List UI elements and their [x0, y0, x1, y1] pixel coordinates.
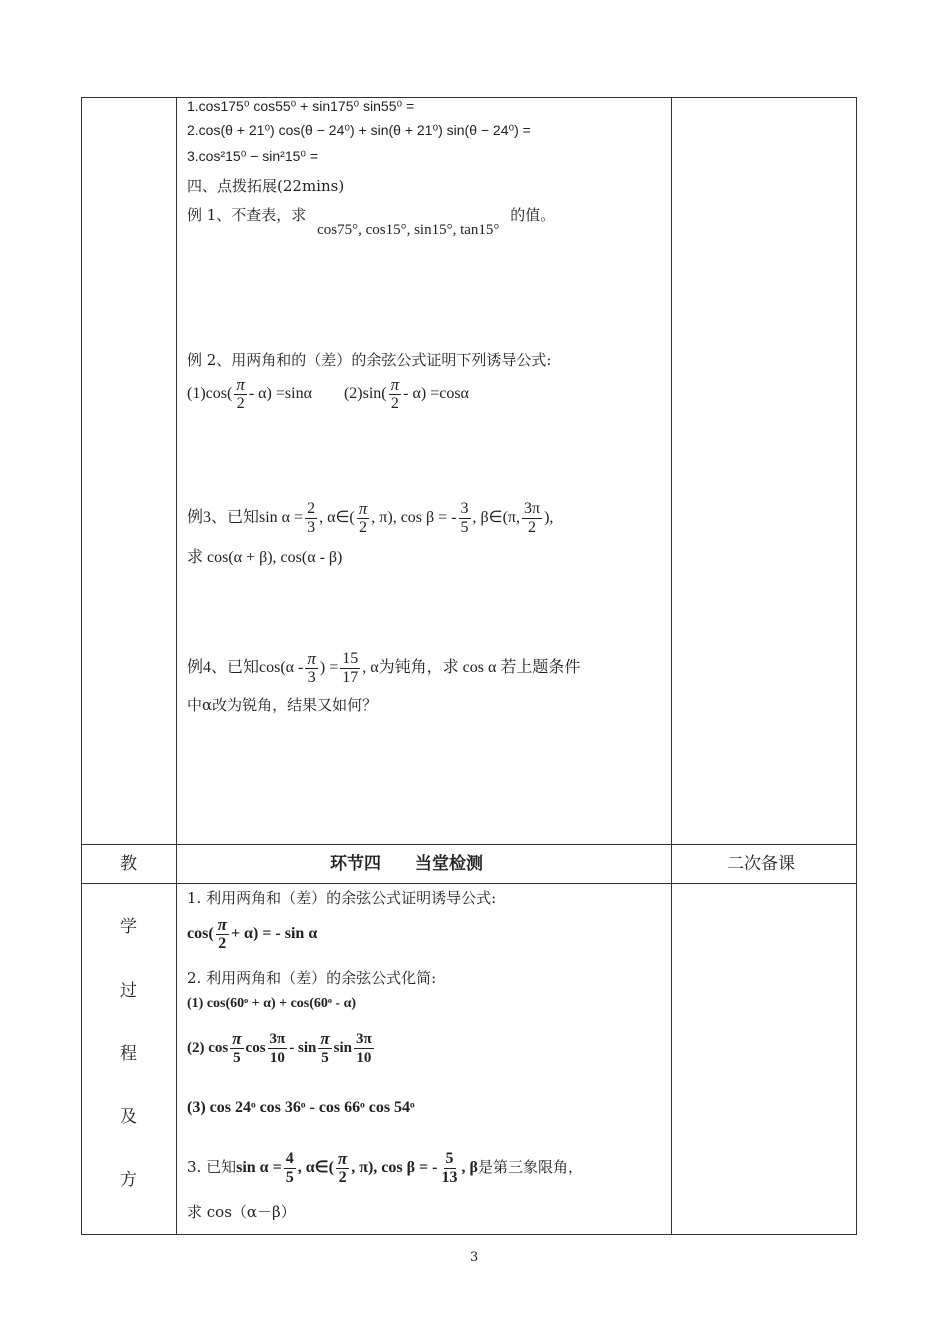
- fraction: $\frac{3}{5}$: [460, 500, 469, 536]
- table-border-right: [856, 97, 857, 1235]
- example-3-part: , β∈(π,: [472, 509, 520, 527]
- side-char: 教: [120, 854, 137, 874]
- task-2-part: - sin: [289, 1039, 317, 1056]
- formula-2-start: (2)sin(: [343, 385, 387, 403]
- example-4: [187, 650, 580, 687]
- task-3: [187, 1150, 583, 1187]
- fraction: $\frac{5}{13}$: [441, 1150, 458, 1186]
- side-char: 学: [120, 917, 137, 937]
- table-border-left: [81, 97, 82, 1235]
- fraction: $\frac{\pi}{2}$: [236, 375, 245, 412]
- example-4-part: ) =: [319, 659, 339, 677]
- fraction: $\frac{15}{17}$: [342, 650, 359, 686]
- fraction: $\frac{3\pi}{10}$: [269, 1031, 286, 1066]
- fraction: $\frac{2}{3}$: [307, 500, 316, 536]
- table-divider-1: [176, 97, 177, 1235]
- example-3-part: ),: [544, 509, 554, 527]
- fraction: $\frac{\pi}{2}$: [337, 1149, 348, 1186]
- task-3-line-2: 求 cos（α－β）: [187, 1203, 296, 1221]
- fraction: $\frac{\pi}{2}$: [217, 915, 227, 952]
- fraction: $\frac{\pi}{5}$: [320, 1029, 330, 1066]
- task-3-part: , α∈(: [297, 1159, 334, 1177]
- task-2-part: sin: [333, 1039, 352, 1056]
- fraction: $\frac{\pi}{5}$: [232, 1029, 242, 1066]
- task-3-part: , β: [461, 1159, 478, 1177]
- example-3-text: 例3、已知sin α =: [187, 509, 304, 527]
- revision-header: 二次备课: [727, 854, 795, 874]
- section-separator: [81, 844, 857, 845]
- task-2-item-1: (1) cos(60ᵒ + α) + cos(60ᵒ - α): [187, 996, 357, 1011]
- example-4-part: , α为钝角，求 cos α 若上题条件: [362, 659, 581, 677]
- example-1-math: cos75°, cos15°, sin15°, tan15°: [317, 222, 500, 238]
- header-separator: [81, 883, 857, 884]
- task-1-formula: [187, 916, 317, 953]
- question-3: 3.cos²15⁰ − sin²15⁰ =: [187, 148, 319, 164]
- fraction: $\frac{3\pi}{2}$: [524, 500, 541, 536]
- example-1-text: 例 1、不查表，求: [187, 206, 307, 224]
- question-2: 2.cos(θ + 21⁰) cos(θ − 24⁰) + sin(θ + 21⁰) sin(θ − 24⁰) =: [187, 122, 531, 138]
- side-char: 程: [120, 1044, 137, 1064]
- task-2-part: (2) cos: [187, 1039, 229, 1056]
- side-char: 及: [120, 1107, 137, 1127]
- fraction: $\frac{4}{5}$: [285, 1150, 294, 1186]
- section-heading: 四、点拨拓展(22mins): [187, 177, 345, 195]
- example-4-line-2: 中α改为锐角，结果又如何？: [187, 696, 378, 714]
- task-3-text: 3. 已知: [187, 1158, 237, 1177]
- page-number: 3: [470, 1250, 479, 1265]
- example-2: 例 2、用两角和的（差）的余弦公式证明下列诱导公式:: [187, 351, 552, 369]
- example-1: [187, 205, 556, 238]
- side-char: 方: [120, 1170, 137, 1190]
- example-3-part: , α∈(: [319, 509, 355, 527]
- task-2: 2. 利用两角和（差）的余弦公式化简:: [187, 969, 437, 987]
- example-1-suffix: 的值。: [510, 206, 556, 224]
- question-1: 1.cos175⁰ cos55⁰ + sin175⁰ sin55⁰ =: [187, 98, 415, 114]
- table-divider-2: [671, 97, 672, 1235]
- task-2-item-3: (3) cos 24ᵒ cos 36ᵒ - cos 66ᵒ cos 54ᵒ: [187, 1099, 415, 1116]
- example-4-text: 例4、已知cos(α -: [187, 659, 304, 677]
- task-3-part: , π), cos β = -: [351, 1159, 438, 1177]
- fraction: $\frac{\pi}{2}$: [390, 375, 400, 412]
- task-1: 1. 利用两角和（差）的余弦公式证明诱导公式:: [187, 889, 497, 907]
- formula-1-start: (1)cos(: [187, 385, 233, 403]
- formula-2-end: - α) =cosα: [403, 385, 469, 403]
- task-1-part: cos(: [187, 925, 214, 943]
- fraction: $\frac{\pi}{2}$: [358, 499, 368, 536]
- fraction: $\frac{3\pi}{10}$: [355, 1031, 372, 1066]
- task-2-item-2: [187, 1030, 376, 1067]
- task-3-part: sin α =: [236, 1159, 282, 1177]
- task-2-part: cos: [245, 1039, 266, 1056]
- side-char: 过: [120, 981, 137, 1001]
- formula-1-end: - α) =sinα: [248, 385, 312, 403]
- table-border-bottom: [81, 1234, 857, 1235]
- example-3-line-2: 求 cos(α + β), cos(α - β): [187, 549, 343, 566]
- fraction: $\frac{\pi}{3}$: [307, 649, 316, 686]
- task-3-suffix: 是第三象限角，: [477, 1158, 583, 1177]
- task-1-part: + α) = - sin α: [230, 925, 318, 943]
- example-3: [187, 500, 553, 537]
- example-2-formulas: [187, 376, 469, 413]
- section-title: 环节四 当堂检测: [330, 854, 483, 874]
- example-3-part: , π), cos β = -: [371, 509, 457, 527]
